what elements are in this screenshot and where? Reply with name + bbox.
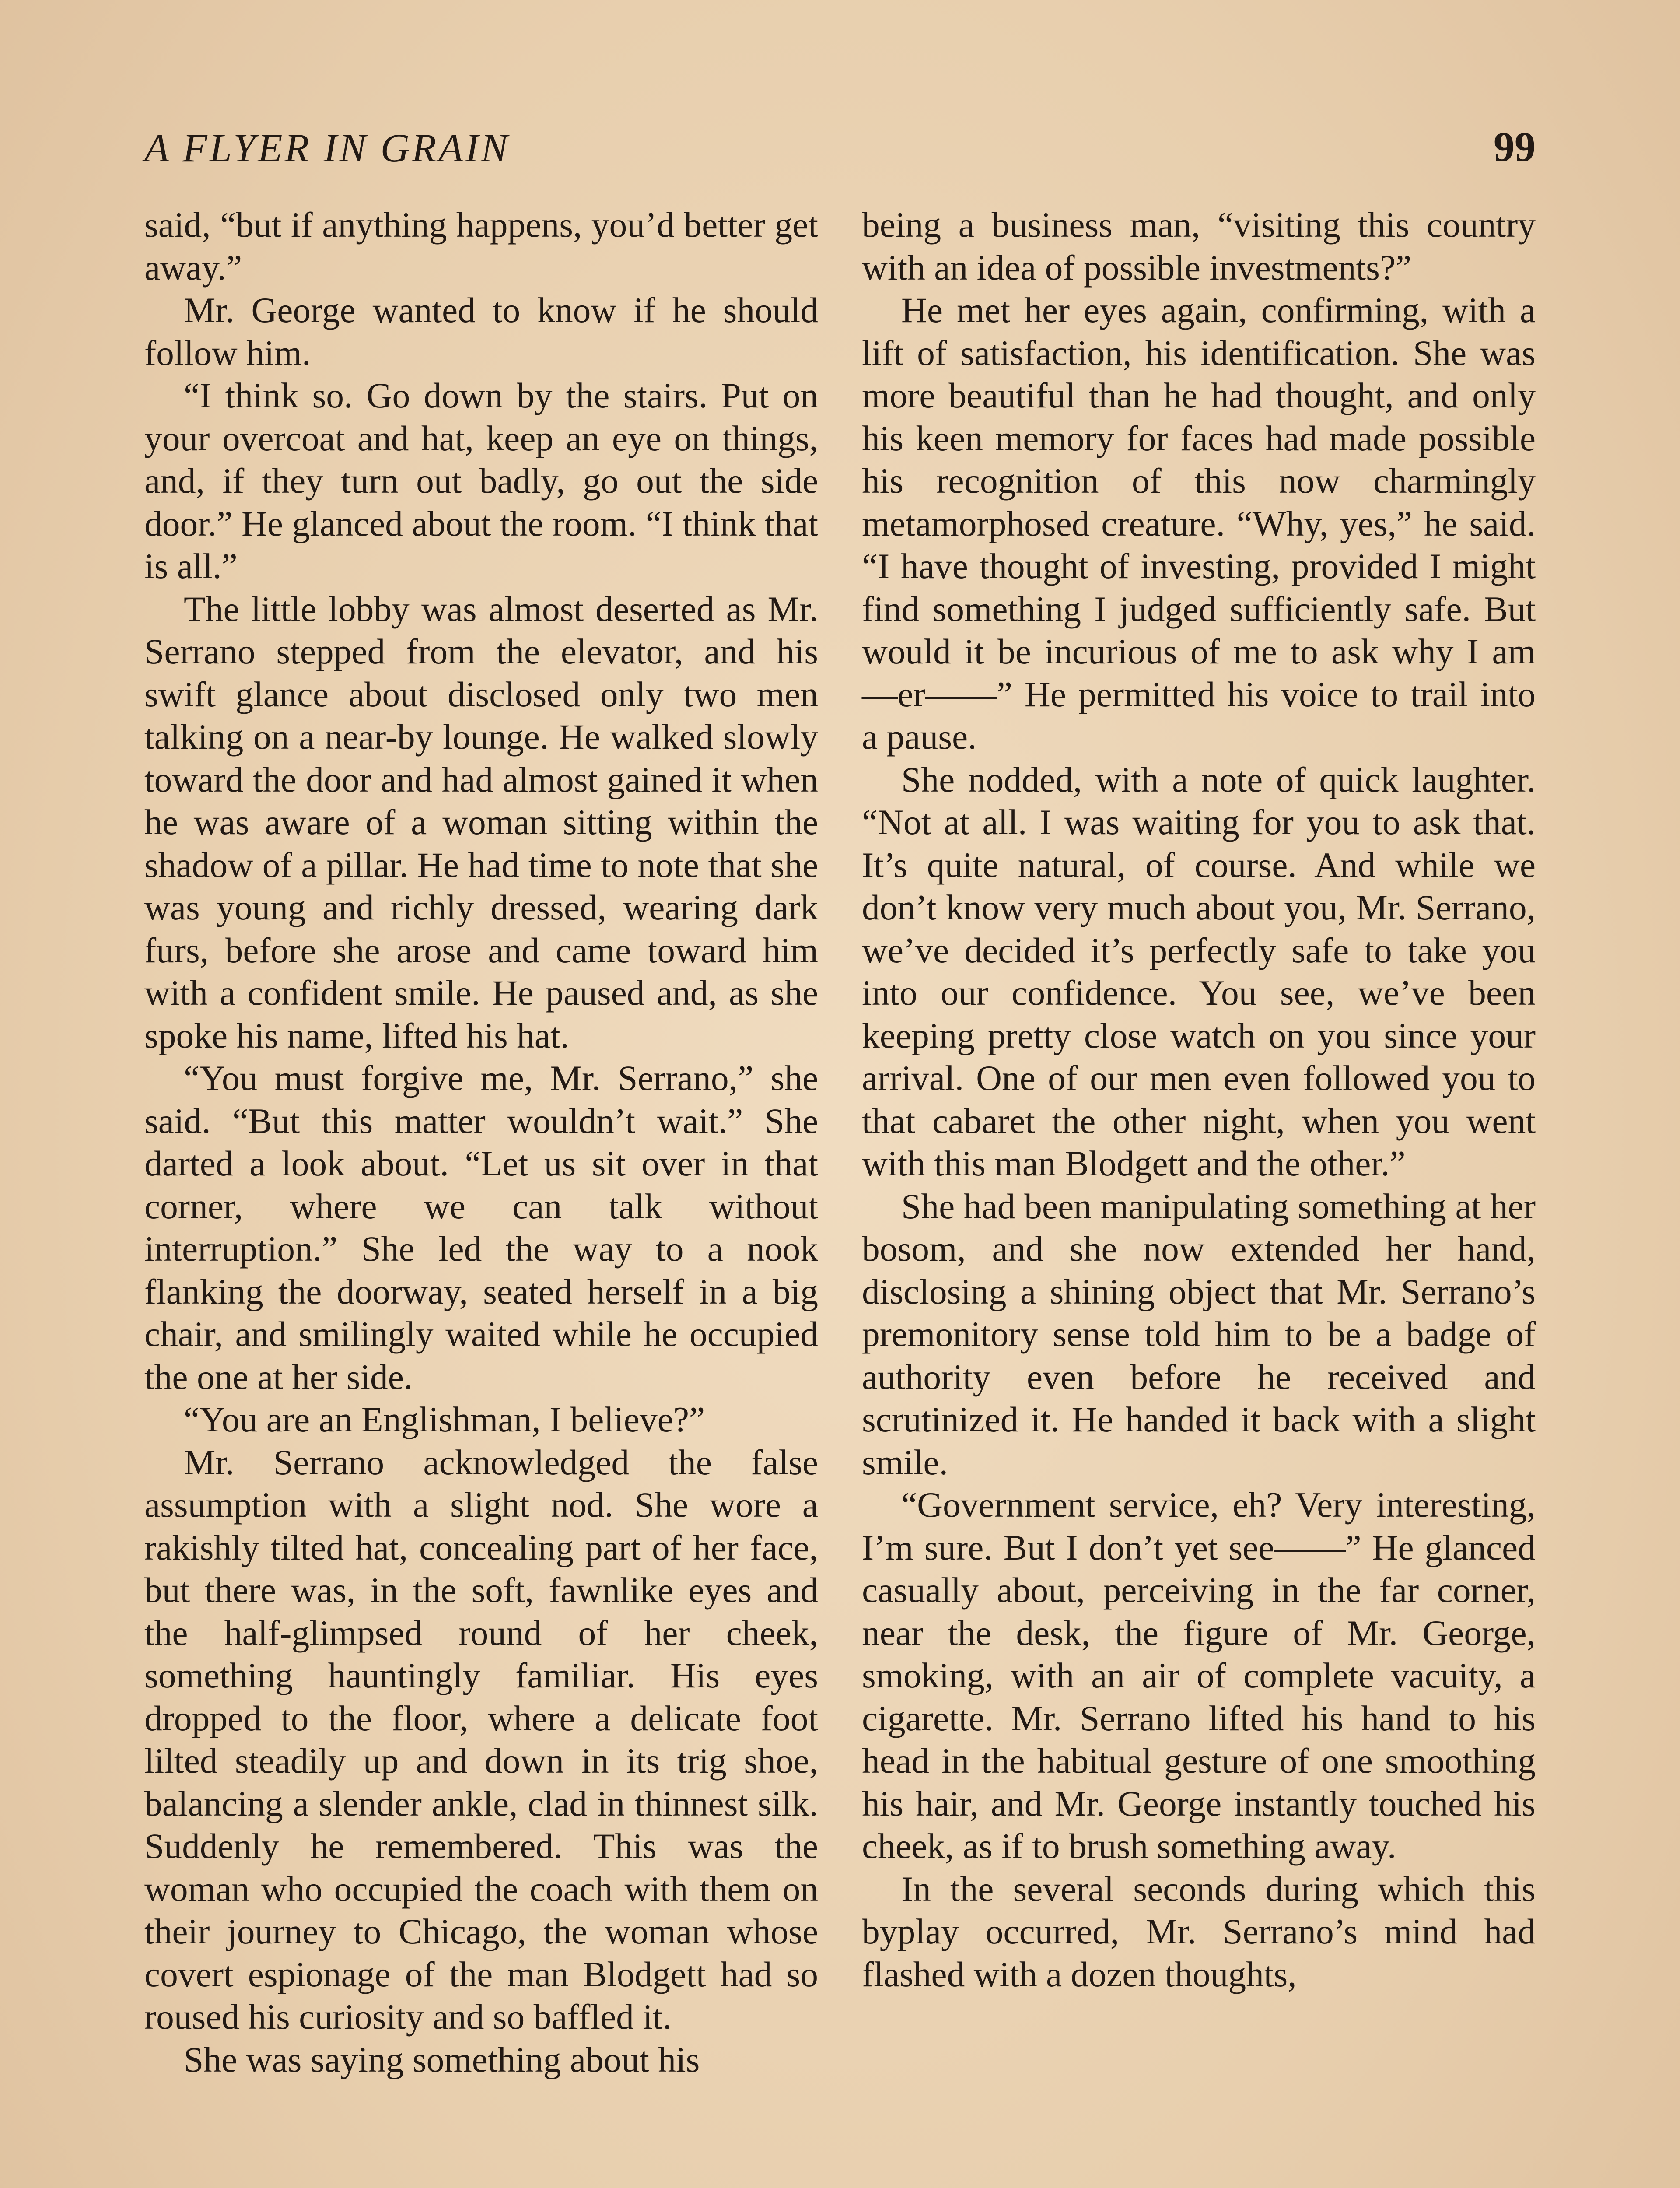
running-title: A FLYER IN GRAIN — [144, 126, 510, 170]
paragraph: He met her eyes again, confirming, with a lift of satisfaction, his identification. She was more beautiful than he had thought, and only his keen memory for faces had made possible his recognition of this now charmingly metamorphosed creature. “Why, yes,” he said. “I have thought of investing, provided I might find something I judged sufficiently safe. But would it be incurious of me to ask why I am —er——” He permitted his voice to trail into a pause. — [862, 290, 1536, 757]
paragraph: She had been manipulating something at her bosom, and she now extended her hand, disclosing a shining object that Mr. Serrano’s premonitory sense told him to be a badge of authority even before he received and scrutinized it. He handed it back with a slight smile. — [862, 1186, 1536, 1482]
page-number: 99 — [1494, 123, 1536, 170]
right-column — [862, 203, 1536, 1995]
paragraph: In the several seconds during which this byplay occurred, Mr. Serrano’s mind had flashed with a dozen thoughts, — [862, 1869, 1536, 1994]
paragraph: “Government service, eh? Very interesting, I’m sure. But I don’t yet see——” He glanced casually about, perceiving in the far corner, near the desk, the figure of Mr. George, smoking, with an air of complete vacuity, a cigarette. Mr. Serrano lifted his hand to his head in the habitual gesture of one smoothing his hair, and Mr. George instantly touched his cheek, as if to brush something away. — [862, 1485, 1536, 1866]
paragraph: The little lobby was almost deserted as Mr. Serrano stepped from the elevator, and his swift glance about disclosed only two men talking on a near-by lounge. He walked slowly toward the door and had almost gained it when he was aware of a woman sitting within the shadow of a pillar. He had time to note that she was young and richly dressed, wearing dark furs, before she arose and came toward him with a confident smile. He paused and, as she spoke his name, lifted his hat. — [144, 589, 818, 1055]
paragraph: said, “but if anything happens, you’d better get away.” — [144, 205, 818, 288]
paragraph: Mr. Serrano acknowledged the false assumption with a slight nod. She wore a rakishly tilted hat, concealing part of her face, but there was, in the soft, fawnlike eyes and the half-glimpsed round of her cheek, something hauntingly familiar. His eyes dropped to the floor, where a delicate foot lilted steadily up and down in its trig shoe, balancing a slender ankle, clad in thinnest silk. Suddenly he remembered. This was the woman who occupied the coach with them on their journey to Chicago, the woman whose covert espionage of the man Blodgett had so roused his curiosity and so baffled it. — [144, 1442, 818, 2037]
paragraph: “You must forgive me, Mr. Serrano,” she said. “But this matter wouldn’t wait.” She darted a look about. “Let us sit over in that corner, where we can talk without interruption.” She led the way to a nook flanking the doorway, seated herself in a big chair, and smilingly waited while he occupied the one at her side. — [144, 1058, 818, 1397]
paragraph: “You are an Englishman, I believe?” — [184, 1399, 705, 1439]
paragraph: “I think so. Go down by the stairs. Put on your overcoat and hat, keep an eye on things, and, if they turn out badly, go out the side door.” He glanced about the room. “I think that is all.” — [144, 375, 818, 586]
paragraph: Mr. George wanted to know if he should follow him. — [144, 290, 818, 373]
left-column — [144, 203, 818, 2081]
paragraph: She was saying something about his — [184, 2039, 700, 2079]
paragraph: being a business man, “visiting this country with an idea of possible investments?” — [862, 205, 1536, 288]
paragraph: She nodded, with a note of quick laughter. “Not at all. I was waiting for you to ask that. It’s quite natural, of course. And while we don’t know very much about you, Mr. Serrano, we’ve decided it’s perfectly safe to take you into our confidence. You see, we’ve been keeping pretty close watch on you since your arrival. One of our men even followed you to that cabaret the other night, when you went with this man Blodgett and the other.” — [862, 759, 1536, 1183]
